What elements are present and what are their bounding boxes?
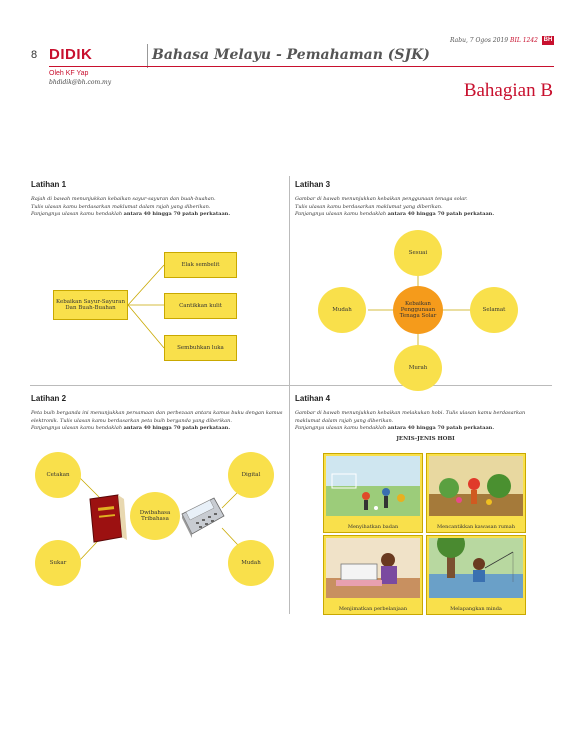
- latihan2-line1: Peta buih berganda ini menunjukkan persamaan dan perbezaan antara kamus buku dengan kamus elektronik. Tulis ulasan kamu berdasarkan peta buih berganda yang diberikan.: [31, 410, 283, 424]
- fishing-scene-image: [429, 538, 523, 598]
- latihan3-line1: Gambar di bawah menunjukkan kebaikan penggunaan tenaga solar.: [295, 196, 468, 202]
- latihan3-left-circle: Mudah: [318, 287, 366, 333]
- latihan2-left-top-circle: Cetakan: [35, 452, 81, 498]
- page-number: 8: [31, 49, 38, 61]
- latihan2-title: Latihan 2: [31, 394, 67, 403]
- latihan1-item-2: Cantikkan kulit: [164, 293, 237, 319]
- latihan3-word-range: antara 40 hingga 70 patah perkataan.: [387, 211, 495, 217]
- gardening-scene-image: [429, 456, 523, 516]
- newspaper-logo: BH: [543, 37, 553, 43]
- latihan1-center-box: Kebaikan Sayur-Sayuran Dan Buah-Buahan: [53, 290, 128, 320]
- latihan4-title: Latihan 4: [295, 394, 331, 403]
- hobbies-grid-title: JENIS-JENIS HOBI: [396, 436, 455, 442]
- latihan3-right-circle: Selamat: [470, 287, 518, 333]
- brand-logo: DIDIK: [49, 46, 93, 63]
- latihan2-left-bottom-circle: Sukar: [35, 540, 81, 586]
- latihan4-line1: Gambar di bawah menunjukkan kebaikan melakukan hobi. Tulis ulasan kamu berdasarkan maklumat dalam rajah yang diberikan.: [295, 410, 526, 424]
- author: Oleh KF Yap: [49, 70, 89, 77]
- latihan3-top-circle: Sesuai: [394, 230, 442, 276]
- issue-number: BIL 1242: [510, 37, 538, 44]
- latihan1-item-1: Elak sembelit: [164, 252, 237, 278]
- latihan2-line3: Panjangnya ulasan kamu hendaklah: [31, 425, 123, 431]
- hobby-card-2: [426, 453, 526, 533]
- latihan2-right-top-circle: Digital: [228, 452, 274, 498]
- football-scene-image: [326, 456, 420, 516]
- latihan4-word-range: antara 40 hingga 70 patah perkataan.: [387, 425, 495, 431]
- hobby-caption-2: Mencantikkan kawasan rumah: [437, 524, 515, 530]
- latihan1-line3: Panjangnya ulasan kamu hendaklah: [31, 211, 123, 217]
- latihan1-line2: Tulis ulasan kamu berdasarkan maklumat dalam rajah yang diberikan.: [31, 203, 211, 210]
- latihan1-line1: Rajah di bawah menunjukkan kebaikan sayur-sayuran dan buah-buahan.: [31, 196, 216, 202]
- latihan3-title: Latihan 3: [295, 180, 331, 189]
- hobby-caption-1: Menyihatkan badan: [347, 524, 399, 530]
- latihan4-line3: Panjangnya ulasan kamu hendaklah: [295, 425, 387, 431]
- hobby-card-4: [426, 535, 526, 615]
- latihan2-word-range: antara 40 hingga 70 patah perkataan.: [123, 425, 231, 431]
- latihan1-item-3: Sembuhkan luka: [164, 335, 237, 361]
- latihan3-line3: Panjangnya ulasan kamu hendaklah: [295, 211, 387, 217]
- author-email[interactable]: bhdidik@bh.com.my: [49, 79, 112, 86]
- latihan1-word-range: antara 40 hingga 70 patah perkataan.: [123, 211, 231, 217]
- latihan2-right-bottom-circle: Mudah: [228, 540, 274, 586]
- electronic-dictionary-icon: [178, 490, 228, 540]
- latihan3-line2: Tulis ulasan kamu berdasarkan maklumat yang diberikan.: [295, 203, 443, 210]
- latihan1-title: Latihan 1: [31, 180, 67, 189]
- issue-date: Rabu, 7 Ogos 2019: [450, 37, 509, 44]
- latihan2-center-circle: Dwibahasa Tribahasa: [130, 492, 180, 540]
- latihan3-bottom-circle: Murah: [394, 345, 442, 391]
- hobby-caption-4: Melapangkan minda: [450, 606, 502, 612]
- hobby-caption-3: Menjimatkan perbelanjaan: [338, 606, 408, 612]
- sewing-scene-image: [326, 538, 420, 598]
- page-title: Bahasa Melayu - Pemahaman (SJK): [152, 47, 430, 63]
- hobby-card-1: [323, 453, 423, 533]
- book-dictionary-icon: [84, 493, 128, 545]
- latihan4-instructions: [295, 410, 547, 433]
- section-title: Bahagian B: [463, 80, 553, 101]
- hobby-card-3: [323, 535, 423, 615]
- latihan3-center-circle: Kebaikan Penggunaan Tenaga Solar: [393, 286, 443, 334]
